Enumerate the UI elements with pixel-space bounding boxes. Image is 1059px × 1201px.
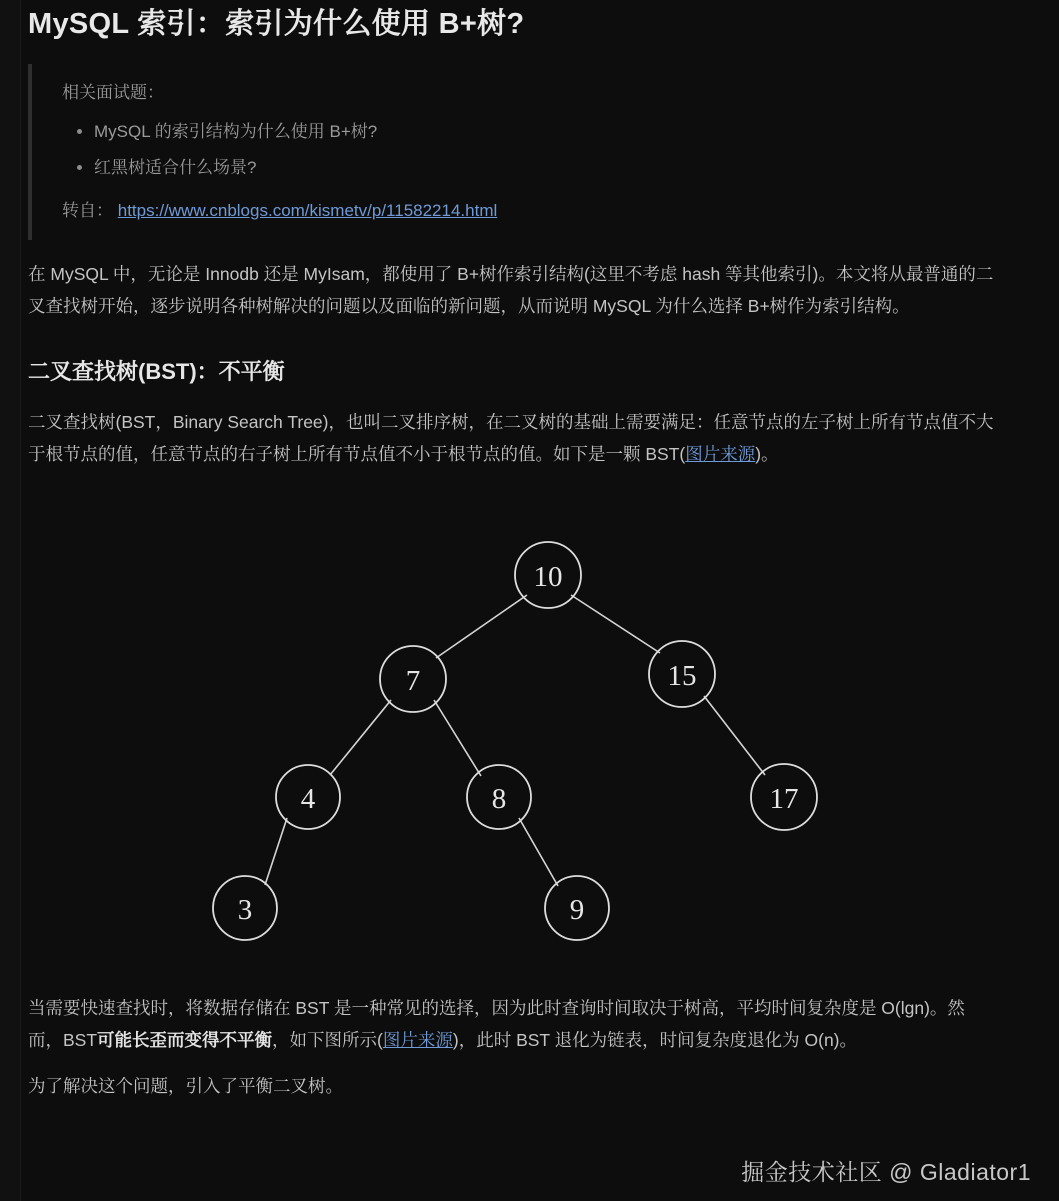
source-label: 转自：	[62, 201, 113, 220]
tree-node-10	[515, 542, 581, 608]
related-questions-blockquote	[28, 64, 999, 240]
bottom-spacer	[28, 1116, 999, 1156]
watermark: 掘金技术社区 @ Gladiator1	[741, 1159, 1031, 1185]
tree-node-label: 4	[300, 783, 315, 815]
bst-complexity-paragraph	[28, 992, 999, 1056]
list-item: • 红黑树适合什么场景?	[94, 154, 999, 182]
section-heading-bst: 二叉查找树(BST)：不平衡	[28, 359, 285, 384]
tree-node-label: 8	[491, 783, 506, 815]
tree-node-4	[276, 765, 340, 829]
tree-node-15	[649, 641, 715, 707]
intro-paragraph: 在 MySQL 中，无论是 Innodb 还是 MyIsam，都使用了 B+树作索引结构(这里不考虑 hash 等其他索引)。本文将从最普通的二叉查找树开始，逐步说明各种树解决的问题以及面临的新问题，从而说明 MySQL 为什么选择 B+树作为索引结构。	[28, 264, 994, 316]
bst-definition-text-2: )。	[755, 444, 779, 464]
image-source-link-2[interactable]: 图片来源	[382, 1030, 453, 1050]
page-title: MySQL 索引：索引为什么使用 B+树?	[28, 8, 525, 40]
tree-node-label: 7	[405, 665, 420, 697]
balanced-tree-paragraph: 为了解决这个问题，引入了平衡二叉树。	[28, 1076, 343, 1096]
bst-complexity-emphasis: 可能长歪而变得不平衡	[97, 1030, 273, 1050]
bst-complexity-text-3: )，此时 BST 退化为链表，时间复杂度退化为 O(n)。	[452, 1030, 858, 1050]
bst-definition-paragraph	[28, 406, 999, 470]
tree-edges	[265, 595, 765, 886]
tree-node-3	[213, 876, 277, 940]
tree-node-label: 17	[769, 783, 798, 815]
bst-definition-text-1: 二叉查找树(BST，Binary Search Tree)，也叫二叉排序树，在二叉树的基础上需要满足：任意节点的左子树上所有节点值不大于根节点的值，任意节点的右子树上所有节点值不小于根节点的值。如下是一颗 BST(	[28, 412, 994, 464]
tree-nodes	[213, 542, 817, 940]
tree-node-7	[380, 646, 446, 712]
image-source-link-1[interactable]: 图片来源	[685, 444, 756, 464]
tree-node-8	[467, 765, 531, 829]
list-item: • MySQL 的索引结构为什么使用 B+树?	[94, 118, 999, 146]
tree-node-label: 9	[569, 894, 584, 926]
source-line	[62, 196, 999, 226]
bst-complexity-text-1: 当需要快速查找时，将数据存储在 BST 是一种常见的选择，因为此时查询时间取决于树高，平均时间复杂度是 O(lgn)。然而，BST	[28, 998, 965, 1050]
bst-tree-figure	[28, 500, 999, 970]
bst-complexity-text-2: ，如下图所示(	[272, 1030, 383, 1050]
tree-node-9	[545, 876, 609, 940]
tree-node-label: 15	[667, 660, 696, 692]
tree-node-label: 3	[237, 894, 252, 926]
blockquote-intro: 相关面试题：	[62, 83, 164, 102]
tree-node-17	[751, 764, 817, 830]
tree-node-label: 10	[533, 561, 562, 593]
related-questions-list	[62, 118, 999, 182]
bst-tree-svg	[44, 500, 984, 970]
source-url-link[interactable]: https://www.cnblogs.com/kismetv/p/11582214.html	[117, 201, 498, 220]
